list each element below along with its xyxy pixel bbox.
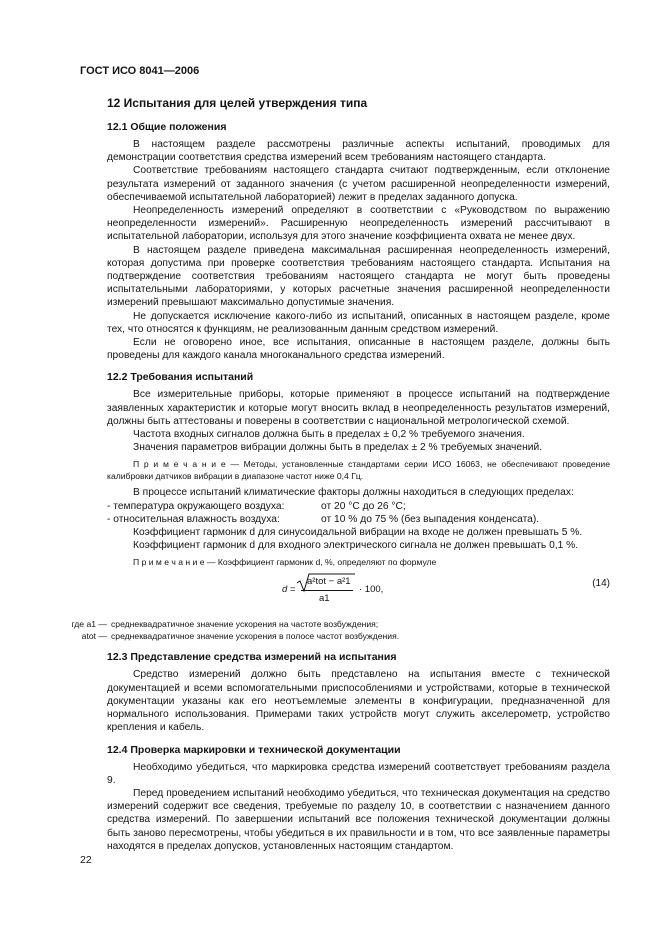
definition-text: среднеквадратичное значение ускорения в полосе частот возбуждения. — [111, 631, 400, 642]
formula-factor: · 100, — [359, 584, 384, 596]
paragraph: Необходимо убедиться, что маркировка средства измерений соответствует требованиям раздела 9. — [107, 761, 610, 786]
section-title: 12 Испытания для целей утверждения типа — [107, 96, 368, 110]
climate-label: - температура окружающего воздуха: — [107, 500, 285, 512]
formula-numerator: a²tot − a²1 — [307, 576, 351, 588]
note: П р и м е ч а н и е — Коэффициент гармоник d, %, определяют по формуле — [133, 557, 437, 568]
page-content — [71, 96, 610, 853]
subsection-title-12-2: 12.2 Требования испытаний — [107, 371, 254, 384]
climate-row-temperature — [107, 500, 610, 513]
paragraph: Коэффициент гармоник d для входного электрического сигнала не должен превышать 0,1 %. — [133, 540, 579, 552]
formula-14 — [107, 572, 610, 612]
running-header: ГОСТ ИСО 8041—2006 — [80, 65, 200, 77]
formula-definitions — [61, 618, 610, 642]
note: П р и м е ч а н и е — Методы, установленные стандартами серии ИСО 16063, не обеспечивают проведение калибровки датчиков вибрации в диапазоне частот ниже 0,4 Гц. — [107, 459, 610, 482]
subsection-title-12-1: 12.1 Общие положения — [107, 121, 227, 133]
paragraph: Частота входных сигналов должна быть в пределах ± 0,2 % требуемого значения. — [133, 429, 525, 441]
formula-lhs: d = — [282, 584, 296, 596]
paragraph: В настоящем разделе рассмотрены различные аспекты испытаний, проводимых для демонстрации соответствия средства измерений всем требованиям настоящего стандарта. — [107, 139, 610, 164]
definition-row — [61, 630, 610, 642]
formula-number: (14) — [592, 578, 610, 590]
definition-symbol: где a1 — — [71, 619, 107, 630]
subsection-title-12-4: 12.4 Проверка маркировки и технической документации — [107, 743, 401, 756]
paragraph: В настоящем разделе приведена максимальная расширенная неопределенность измерений, которая допустима при проверке соответствия требованиям настоящего стандарта. Испытания на подтверждение соответствия требованиям настоящего стандарта не могут быть проведены испытательными лабораториями, у которых расчетные значения расширенной неопределенности измерений превышают максимально допустимые значения. — [107, 244, 610, 309]
page-number: 22 — [80, 854, 92, 866]
climate-label: - относительная влажность воздуха: — [107, 513, 280, 525]
definition-symbol: atot — — [81, 631, 107, 642]
paragraph: Соответствие требованиям настоящего стандарта считают подтвержденным, если отклонение результата измерений от заданного значения (с учетом расширенной неопределенности измерений, обеспечиваемой испытательной лабораторией) лежит в пределах заданного допуска. — [107, 165, 610, 203]
fraction-line — [301, 590, 353, 591]
subsection-title-12-3: 12.3 Представление средства измерений на испытания — [107, 651, 397, 664]
paragraph: В процессе испытаний климатические факторы должны находиться в следующих пределах: — [133, 487, 574, 499]
paragraph: Средство измерений должно быть представлено на испытания вместе с технической документацией и всеми вспомогательными приспособлениями и устройствами, которые в технической документации указаны как его неотъемлемые элементы в конфигурации, предназначенной для нормального использования. Примерами таких устройств могут служить акселерометр, устройство крепления и кабель. — [107, 669, 610, 734]
paragraph: Все измерительные приборы, которые применяют в процессе испытаний на подтверждение заявленных характеристик и которые могут вносить вклад в неопределенность результатов измерений, должны быть аттестованы и поверены в соответствии с национальной метрологической схемой. — [107, 389, 610, 427]
climate-value: от 10 % до 75 % (без выпадения конденсата). — [321, 513, 540, 525]
formula-denominator: a1 — [319, 593, 330, 605]
paragraph: Неопределенность измерений определяют в соответствии с «Руководством по выражению неопределенности измерений». Расширенную неопределенность измерений рассчитывают в испытательной лаборатории, используя для этого значение коэффициента охвата не менее двух. — [107, 205, 610, 243]
paragraph: Если не оговорено иное, все испытания, описанные в настоящем разделе, должны быть проведены для каждого канала многоканального средства измерений. — [107, 337, 610, 362]
paragraph: Перед проведением испытаний необходимо убедиться, что техническая документация на средство измерений содержит все сведения, требуемые по разделу 10, в соответствии с назначением данного средства измерений. По завершении испытаний все положения технической документации должны быть заново пересмотрены, чтобы убедиться в их правильности и в том, что все заявленные параметры находятся в пределах допусков, установленных настоящим стандартом. — [107, 787, 610, 852]
paragraph: Коэффициент гармоник d для синусоидальной вибрации на входе не должен превышать 5 %. — [133, 527, 583, 539]
definition-row — [61, 618, 610, 630]
paragraph: Значения параметров вибрации должны быть в пределах ± 2 % требуемых значений. — [133, 442, 543, 454]
climate-row-humidity — [107, 513, 610, 526]
paragraph: Не допускается исключение какого-либо из испытаний, описанных в настоящем разделе, кроме тех, что относятся к функциям, не реализованным данным средством измерений. — [107, 310, 610, 335]
definition-text: среднеквадратичное значение ускорения на частоте возбуждения; — [111, 619, 379, 630]
climate-value: от 20 °С до 26 °С; — [321, 500, 406, 512]
